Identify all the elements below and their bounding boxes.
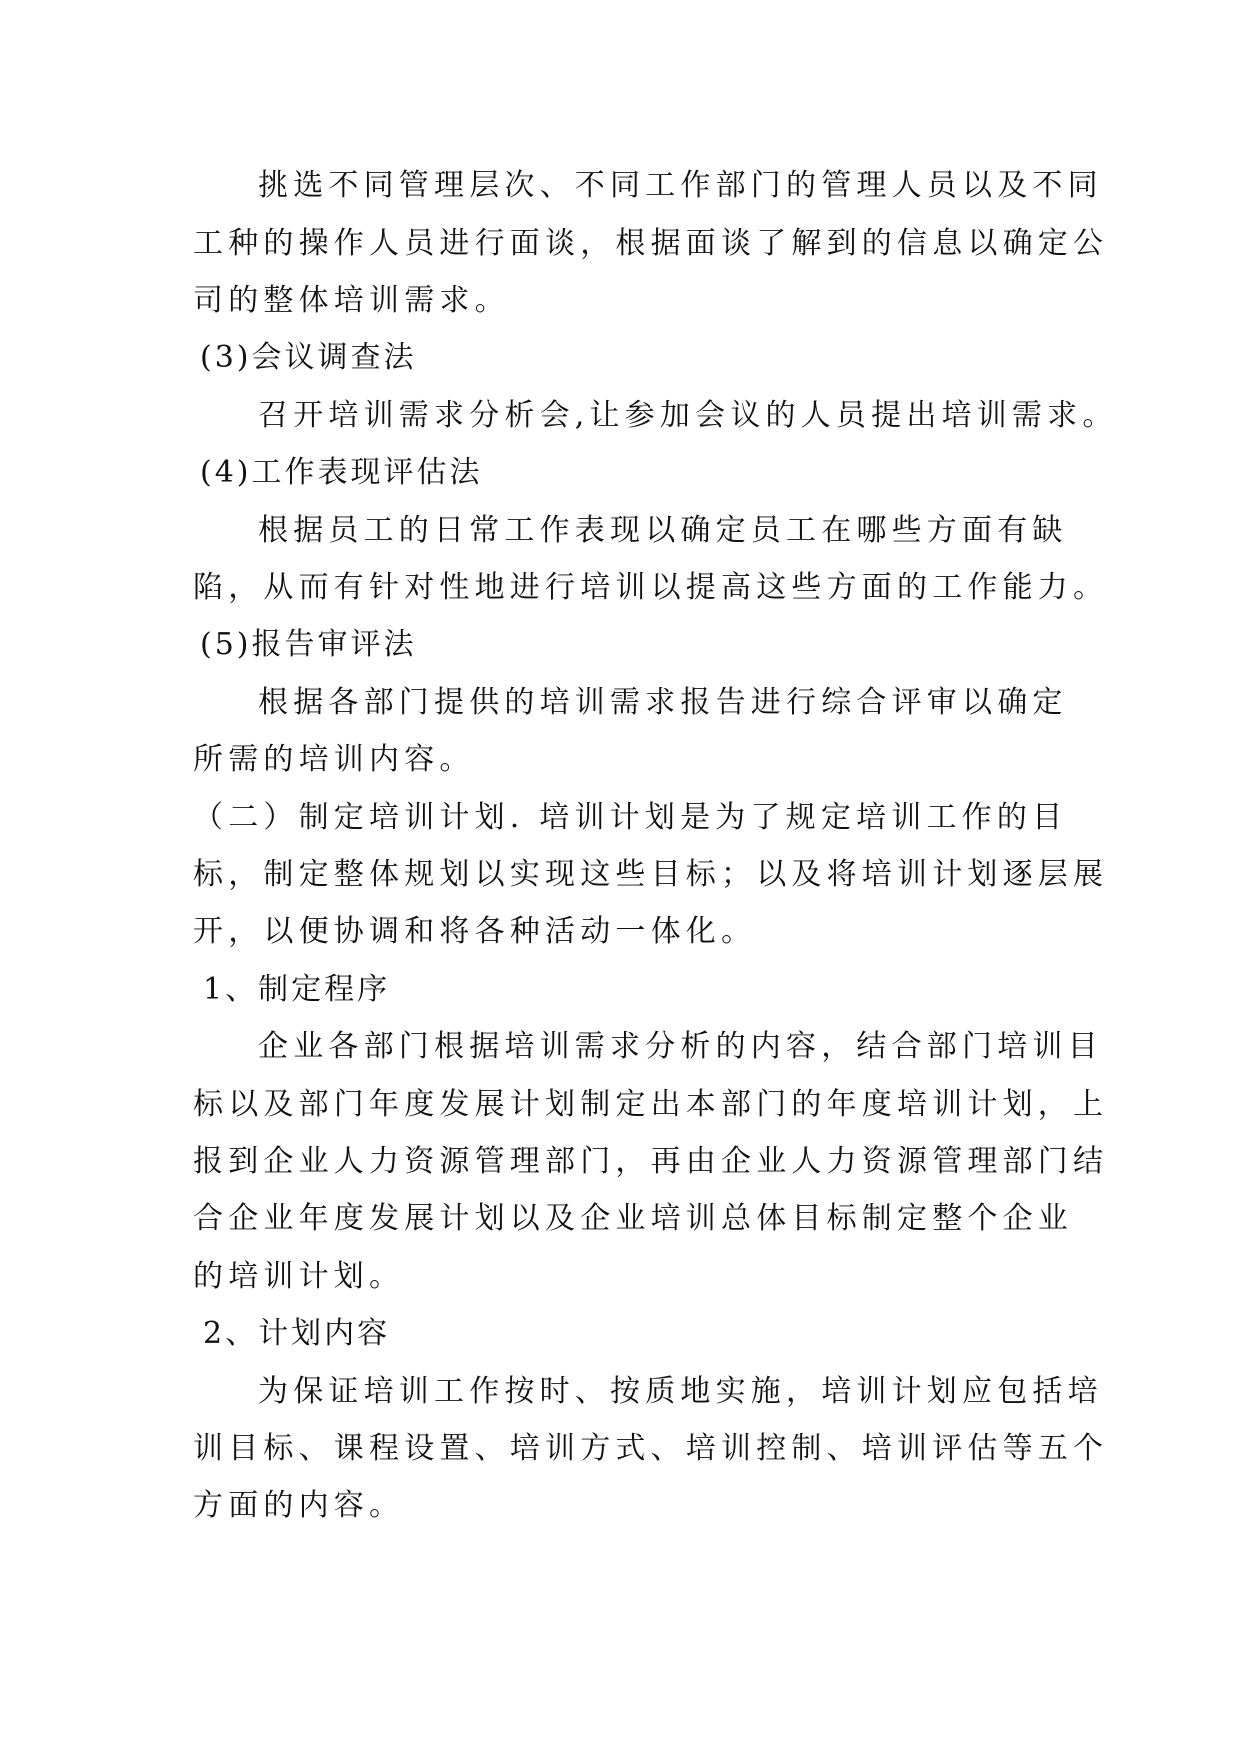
paragraph-line: 训目标、课程设置、培训方式、培训控制、培训评估等五个 — [193, 1431, 1109, 1466]
paragraph-line: 标，制定整体规划以实现这些目标；以及将培训计划逐层展 — [193, 857, 1109, 892]
paragraph-line: 的培训计划。 — [193, 1259, 405, 1294]
section-heading: 1、制定程序 — [203, 972, 391, 1007]
paragraph-line: 开，以便协调和将各种活动一体化。 — [193, 914, 757, 949]
paragraph-line: 报到企业人力资源管理部门，再由企业人力资源管理部门结 — [193, 1144, 1109, 1179]
paragraph-line: 召开培训需求分析会,让参加会议的人员提出培训需求。 — [258, 398, 1118, 433]
section-heading: (4)工作表现评估法 — [200, 455, 483, 490]
paragraph-line: 工种的操作人员进行面谈，根据面谈了解到的信息以确定公 — [193, 226, 1109, 261]
section-heading: 2、计划内容 — [203, 1316, 391, 1351]
paragraph-line: 司的整体培训需求。 — [193, 283, 510, 318]
paragraph-line: 合企业年度发展计划以及企业培训总体目标制定整个企业 — [193, 1201, 1073, 1236]
paragraph-line: （二）制定培训计划. 培训计划是为了规定培训工作的目 — [193, 800, 1068, 835]
paragraph-line: 为保证培训工作按时、按质地实施，培训计划应包括培 — [258, 1374, 1103, 1409]
paragraph-line: 陷，从而有针对性地进行培训以提高这些方面的工作能力。 — [193, 570, 1109, 605]
section-heading: (3)会议调查法 — [200, 340, 417, 375]
paragraph-line: 方面的内容。 — [193, 1488, 405, 1523]
paragraph-line: 根据各部门提供的培训需求报告进行综合评审以确定 — [258, 685, 1068, 720]
paragraph-line: 挑选不同管理层次、不同工作部门的管理人员以及不同 — [258, 168, 1103, 203]
section-heading: (5)报告审评法 — [200, 627, 417, 662]
paragraph-line: 企业各部门根据培训需求分析的内容，结合部门培训目 — [258, 1029, 1103, 1064]
paragraph-line: 所需的培训内容。 — [193, 742, 475, 777]
paragraph-line: 标以及部门年度发展计划制定出本部门的年度培训计划，上 — [193, 1087, 1109, 1122]
paragraph-line: 根据员工的日常工作表现以确定员工在哪些方面有缺 — [258, 513, 1068, 548]
